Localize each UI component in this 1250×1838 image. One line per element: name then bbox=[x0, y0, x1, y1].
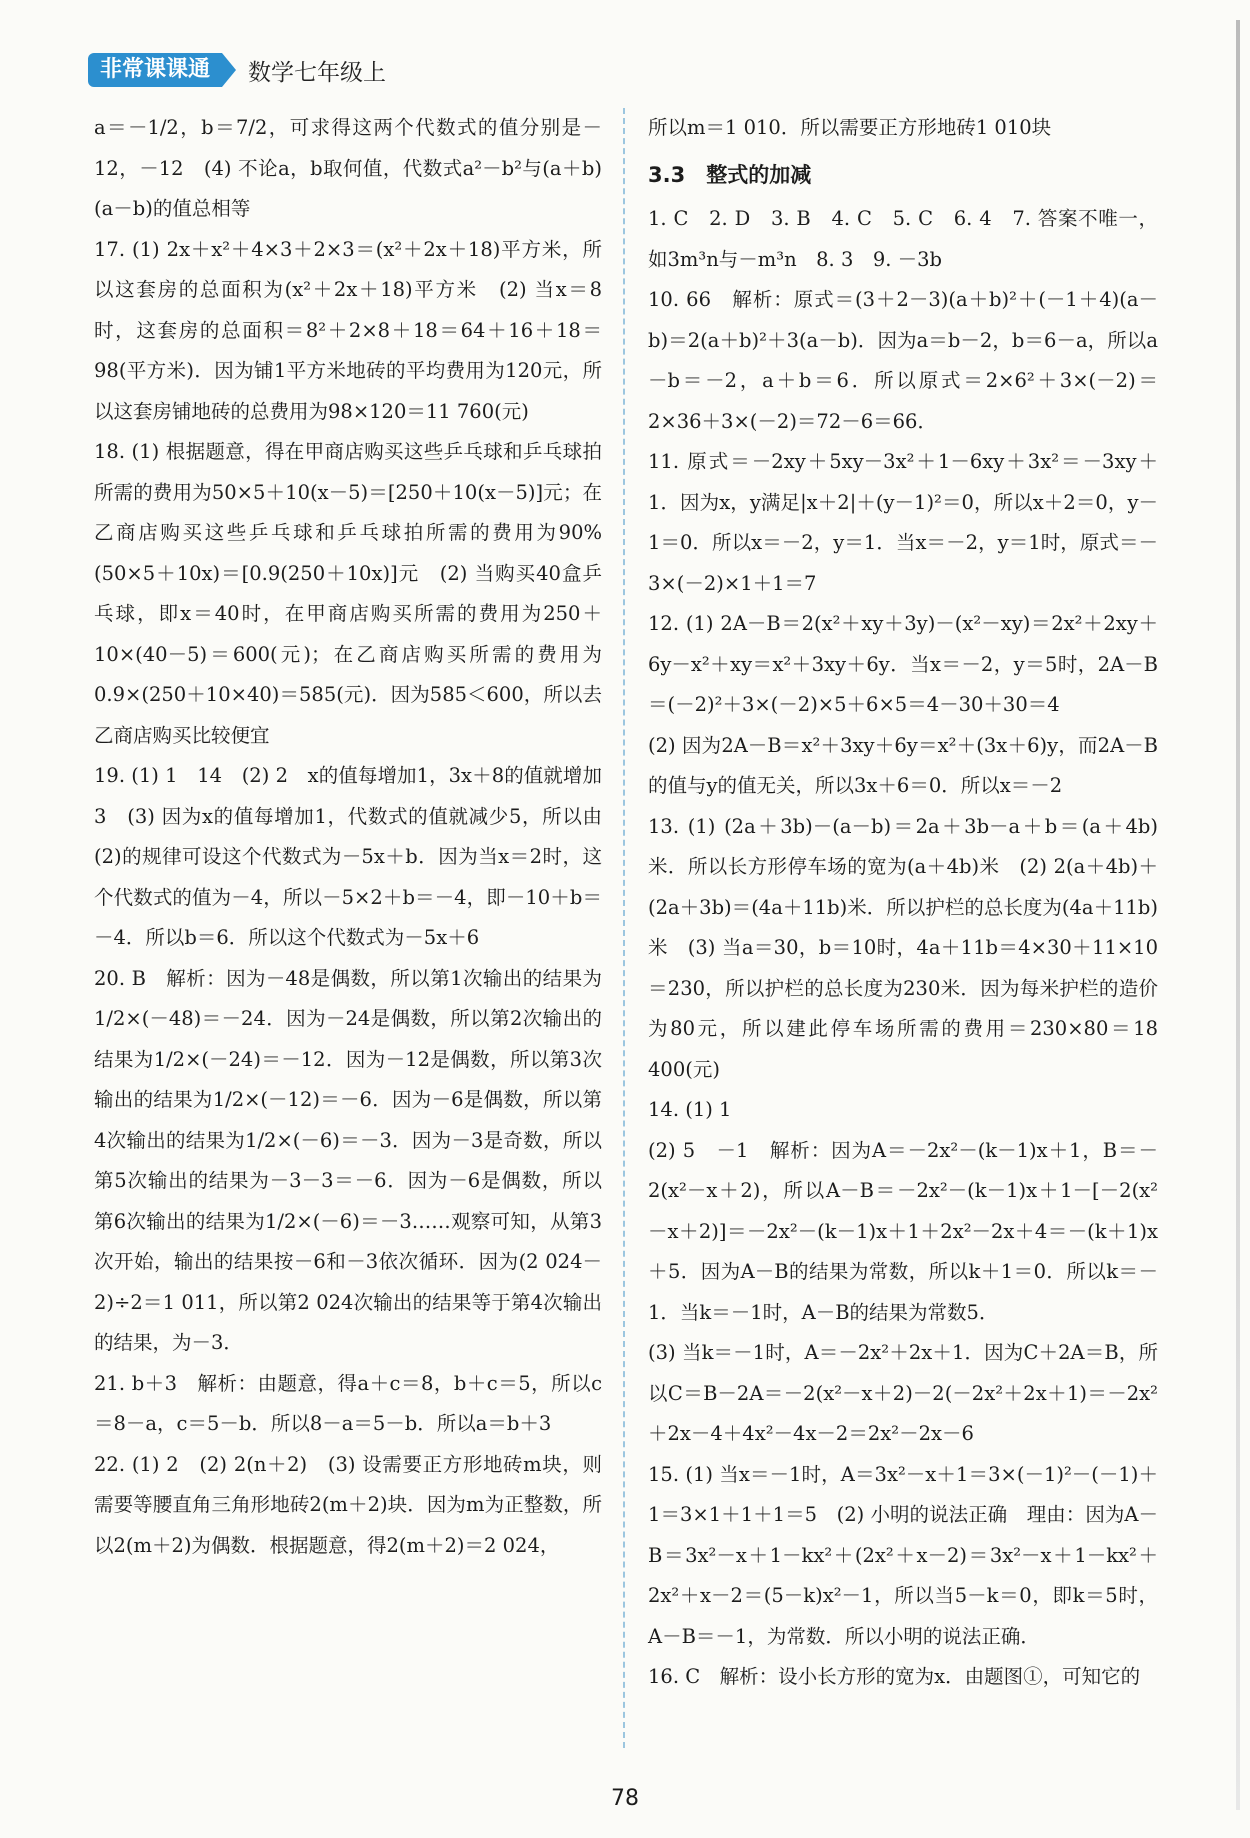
paragraph-20: 20. B 解析：因为－48是偶数，所以第1次输出的结果为1/2×(－48)＝－24．因为－24是偶数，所以第2次输出的结果为1/2×(－24)＝－12．因为－12是偶数，所以第3次输出的结果为1/2×(－12)＝－6．因为－6是偶数，所以第4次输出的结果为1/2×(－6)＝－3．因为－3是奇数，所以第5次输出的结果为－3－3＝－6．因为－6是偶数，所以第6次输出的结果为1/2×(－6)＝－3……观察可知，从第3次开始，输出的结果按－6和－3依次循环．因为(2 024－2)÷2＝1 011，所以第2 024次输出的结果等于第4次输出的结果，为－3． bbox=[94, 966, 602, 1354]
section-title: 3.3 整式的加减 bbox=[648, 162, 812, 187]
paragraph-1-9: 1. C 2. D 3. B 4. C 5. C 6. 4 7. 答案不唯一，如3m³n与－m³n 8. 3 9. －3b bbox=[648, 207, 1158, 271]
paragraph-22: 22. (1) 2 (2) 2(n＋2) (3) 设需要正方形地砖m块，则需要等腰直角三角形地砖2(m＋2)块．因为m为正整数，所以2(m＋2)为偶数．根据题意，得2(m＋2)＝2 024， bbox=[94, 1452, 602, 1557]
paragraph-12-1: 12. (1) 2A－B＝2(x²＋xy＋3y)－(x²－xy)＝2x²＋2xy＋6y－x²＋xy＝x²＋3xy＋6y．当x＝－2，y＝5时，2A－B＝(－2)²＋3×(－2)×5＋6×5＝4－30＋30＝4 bbox=[648, 612, 1158, 716]
page-number: 78 bbox=[611, 1786, 639, 1811]
paragraph-17: 17. (1) 2x＋x²＋4×3＋2×3＝(x²＋2x＋18)平方米，所以这套房的总面积为(x²＋2x＋18)平方米 (2) 当x＝8时，这套房的总面积＝8²＋2×8＋18＝64＋16＋18＝98(平方米)．因为铺1平方米地砖的平均费用为120元，所以这套房铺地砖的总费用为98×120＝11 760(元) bbox=[94, 237, 602, 423]
paragraph-19: 19. (1) 1 14 (2) 2 x的值每增加1，3x＋8的值就增加3 (3) 因为x的值每增加1，代数式的值就减少5，所以由(2)的规律可设这个代数式为－5x＋b．因为当x＝2时，这个代数式的值为－4，所以－5×2＋b＝－4，即－10＋b＝－4．所以b＝6．所以这个代数式为－5x＋6 bbox=[94, 764, 602, 949]
paragraph-12-2: (2) 因为2A－B＝x²＋3xy＋6y＝x²＋(3x＋6)y，而2A－B的值与y的值无关，所以3x＋6＝0．所以x＝－2 bbox=[648, 733, 1158, 797]
paragraph-15: 15. (1) 当x＝－1时，A＝3x²－x＋1＝3×(－1)²－(－1)＋1＝3×1＋1＋1＝5 (2) 小明的说法正确 理由：因为A－B＝3x²－x＋1－kx²＋(2x²＋x－2)＝3x²－x＋1－kx²＋2x²＋x－2＝(5－k)x²－1，所以当5－k＝0，即k＝5时，A－B＝－1，为常数．所以小明的说法正确． bbox=[648, 1462, 1158, 1648]
column-divider bbox=[623, 108, 625, 1748]
series-badge: 非常课课通 bbox=[88, 53, 222, 87]
paragraph-11: 11. 原式＝－2xy＋5xy－3x²＋1－6xy＋3x²＝－3xy＋1．因为x，y满足|x＋2|＋(y－1)²＝0，所以x＋2＝0，y－1＝0．所以x＝－2，y＝1．当x＝－2，y＝1时，原式＝－3×(－2)×1＋1＝7 bbox=[648, 450, 1158, 595]
paragraph-22-cont: 所以m＝1 010．所以需要正方形地砖1 010块 bbox=[648, 116, 1052, 139]
paragraph-18: 18. (1) 根据题意，得在甲商店购买这些乒乓球和乒乓球拍所需的费用为50×5＋10(x－5)＝[250＋10(x－5)]元；在乙商店购买这些乒乓球和乒乓球拍所需的费用为90%(50×5＋10x)＝[0.9(250＋10x)]元 (2) 当购买40盒乒乓球，即x＝40时，在甲商店购买所需的费用为250＋10×(40－5)＝600(元)；在乙商店购买所需的费用为0.9×(250＋10×40)＝585(元)．因为585＜600，所以去乙商店购买比较便宜 bbox=[94, 440, 602, 747]
paragraph-14-2: (2) 5 －1 解析：因为A＝－2x²－(k－1)x＋1，B＝－2(x²－x＋2)，所以A－B＝－2x²－(k－1)x＋1－[－2(x²－x＋2)]＝－2x²－(k－1)x＋1＋2x²－2x＋4＝－(k＋1)x＋5．因为A－B的结果为常数，所以k＋1＝0．所以k＝－1．当k＝－1时，A－B的结果为常数5． bbox=[648, 1138, 1158, 1324]
right-column bbox=[648, 108, 1158, 1698]
paragraph-13: 13. (1) (2a＋3b)－(a－b)＝2a＋3b－a＋b＝(a＋4b)米．所以长方形停车场的宽为(a＋4b)米 (2) 2(a＋4b)＋(2a＋3b)＝(4a＋11b)米．所以护栏的总长度为(4a＋11b)米 (3) 当a＝30，b＝10时，4a＋11b＝4×30＋11×10＝230，所以护栏的总长度为230米．因为每米护栏的造价为80元，所以建此停车场所需的费用＝230×80＝18 400(元) bbox=[648, 814, 1158, 1081]
paragraph-16: 16. C 解析：设小长方形的宽为x．由题图①，可知它的 bbox=[648, 1665, 1141, 1688]
paragraph-21: 21. b＋3 解析：由题意，得a＋c＝8，b＋c＝5，所以c＝8－a，c＝5－b．所以8－a＝5－b．所以a＝b＋3 bbox=[94, 1371, 602, 1435]
paragraph-14-1: 14. (1) 1 bbox=[648, 1098, 732, 1121]
paragraph-14-3: (3) 当k＝－1时，A＝－2x²＋2x＋1．因为C＋2A＝B，所以C＝B－2A＝－2(x²－x＋2)－2(－2x²＋2x＋1)＝－2x²＋2x－4＋4x²－4x－2＝2x²－2x－6 bbox=[648, 1341, 1158, 1445]
paragraph-16-cont: a＝－1/2，b＝7/2，可求得这两个代数式的值分别是－12，－12 (4) 不论a，b取何值，代数式a²－b²与(a＋b)(a－b)的值总相等 bbox=[94, 116, 602, 220]
page-edge bbox=[1236, 20, 1240, 1810]
left-column bbox=[94, 108, 602, 1566]
book-title: 数学七年级上 bbox=[248, 59, 387, 86]
paragraph-10: 10. 66 解析：原式＝(3＋2－3)(a＋b)²＋(－1＋4)(a－b)＝2(a＋b)²＋3(a－b)．因为a＝b－2，b＝6－a，所以a－b＝－2，a＋b＝6．所以原式＝2×6²＋3×(－2)＝2×36＋3×(－2)＝72－6＝66． bbox=[648, 288, 1158, 433]
page-header bbox=[88, 52, 386, 88]
